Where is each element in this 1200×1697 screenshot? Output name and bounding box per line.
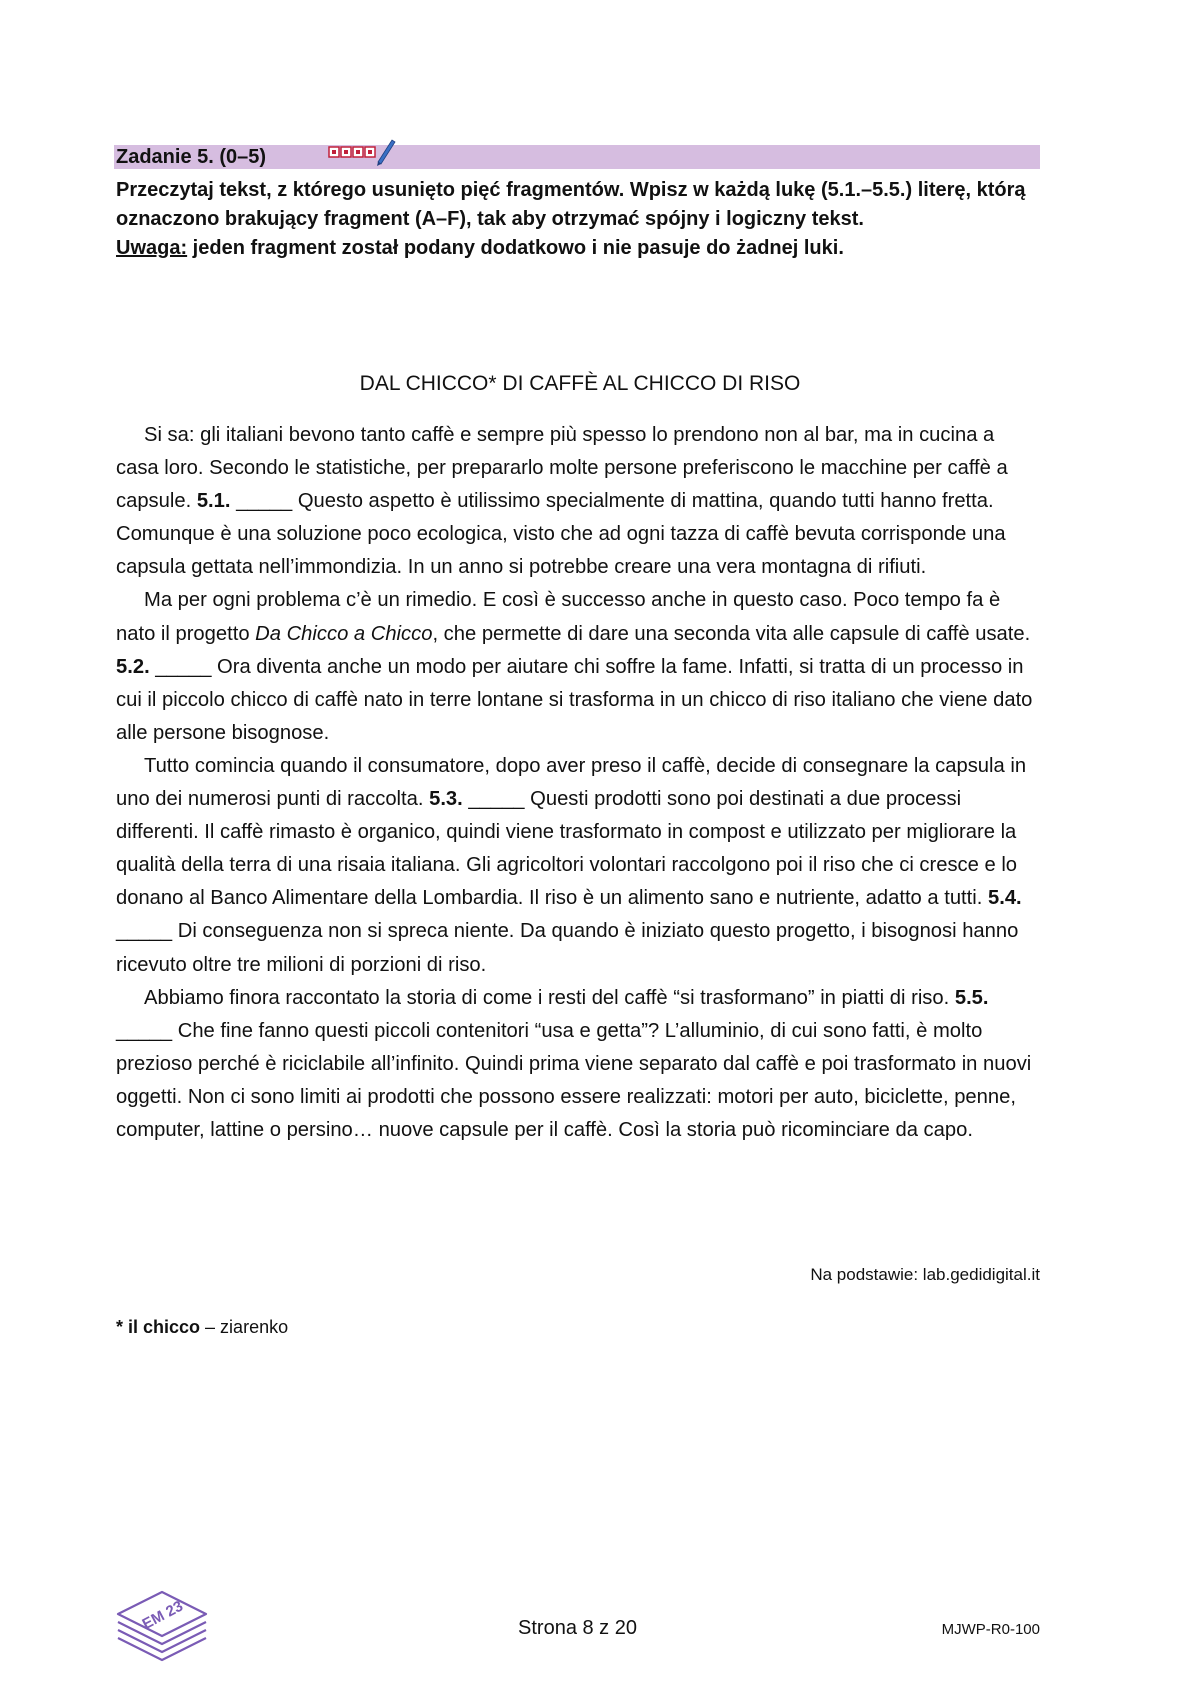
footnote-definition: – ziarenko [200, 1317, 289, 1337]
paragraph-2 [116, 584, 1041, 749]
paragraph-4 [116, 982, 1041, 1147]
source-note: Na podstawie: lab.gedidigital.it [810, 1265, 1040, 1284]
instruction-note [116, 234, 1046, 263]
paragraph-3 [116, 750, 1041, 982]
task-title: Zadanie 5. (0–5) [116, 146, 267, 168]
footnote-term: * il chicco [116, 1317, 201, 1337]
text-segment: Abbiamo finora raccontato la storia di come i resti del caffè “si trasformano” in piatti di riso. [144, 986, 955, 1009]
instruction-text: Przeczytaj tekst, z którego usunięto pięć fragmentów. Wpisz w każdą lukę (5.1.–5.5.) literę, którą oznaczono brakujący fragment (A–F), tak aby otrzymać spójny i logiczny tekst. [116, 179, 1026, 230]
text-segment: _____ Che fine fanno questi piccoli contenitori “usa e getta”? L’alluminio, di cui sono fatti, è molto prezioso perché è riciclabile all’infinito. Quindi prima viene separato dal caffè e poi trasformato in nuovi oggetti. Non ci sono limiti ai prodotti che possono essere realizzati: motori per auto, biciclette, penne, computer, lattine o persino… nuove capsule per il caffè. Così la storia può ricominciare da capo. [116, 1019, 1032, 1141]
gap-5-2: 5.2. [116, 655, 150, 678]
gap-5-1: 5.1. [196, 490, 231, 513]
project-name: Da Chicco a Chicco [255, 622, 433, 645]
text-segment: _____ Questi prodotti sono poi destinati a due processi differenti. Il caffè rimasto è organico, quindi viene trasformato in compost e utilizzato per migliorare la qualità della terra di una risaia italiana. Gli agricoltori volontari raccolgono poi il riso che ci cresce e lo donano al Banco Alimentare della Lombardia. Il riso è un alimento sano e nutriente, adatto a tutti. [116, 788, 1018, 910]
paragraph-1 [116, 419, 1041, 584]
pen-icon [377, 140, 395, 166]
gap-5-3: 5.3. [429, 788, 463, 811]
skill-icons [328, 137, 408, 167]
text-segment: _____ Questo aspetto è utilissimo specialmente di mattina, quando tutti hanno fretta. Comunque è una soluzione poco ecologica, visto che ad ogni tazza di caffè bevuta corrisponde una capsula gettata nell’immondizia. In un anno si potrebbe creare una vera montagna di rifiuti. [116, 490, 1006, 579]
text-segment: Si sa: gli italiani bevono tanto caffè e sempre più spesso lo prendono non al bar, ma in cucina a casa loro. Secondo le statistiche, per prepararlo molte persone preferiscono le macchine per caffè a capsule. [116, 424, 1008, 513]
exam-code: MJWP-R0-100 [941, 1621, 1040, 1638]
squares-icon [329, 147, 375, 157]
text-segment: Ma per ogni problema c’è un rimedio. E così è successo anche in questo caso. Poco tempo fa è nato il progetto [116, 589, 1001, 645]
gap-5-5: 5.5. [954, 986, 989, 1009]
gap-5-4: 5.4. [987, 887, 1022, 910]
task-instruction [116, 176, 1046, 263]
note-label: Uwaga: [116, 237, 188, 259]
story-text [116, 419, 1041, 1147]
text-segment: _____ Di conseguenza non si spreca niente. Da quando è iniziato questo progetto, i bisognosi hanno ricevuto oltre tre milioni di porzioni di riso. [116, 920, 1019, 976]
page-number: Strona 8 z 20 [518, 1617, 637, 1639]
text-segment: Tutto comincia quando il consumatore, dopo aver preso il caffè, decide di consegnare la capsula in uno dei numerosi punti di raccolta. [116, 754, 1027, 811]
text-segment: _____ Ora diventa anche un modo per aiutare chi soffre la fame. Infatti, si tratta di un processo in cui il piccolo chicco di caffè nato in terre lontane si trasforma in un chicco di riso italiano che viene dato alle persone bisognose. [116, 655, 1033, 744]
svg-text:EM 23: EM 23 [139, 1597, 186, 1634]
text-segment: , che permette di dare una seconda vita alle capsule di caffè usate. [432, 622, 1031, 645]
note-text: jeden fragment został podany dodatkowo i nie pasuje do żadnej luki. [187, 237, 844, 259]
story-title: DAL CHICCO* DI CAFFÈ AL CHICCO DI RISO [359, 372, 801, 395]
footnote [116, 1315, 288, 1339]
